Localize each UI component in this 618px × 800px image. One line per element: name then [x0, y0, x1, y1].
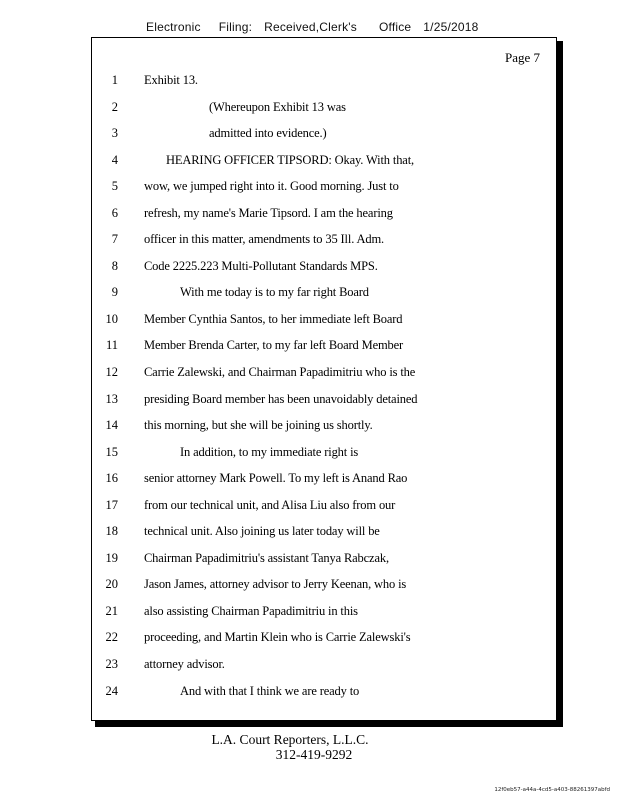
transcript-line: [92, 147, 556, 174]
line-number: 24: [105, 683, 118, 698]
stamp-word-electronic: Electronic: [146, 20, 201, 34]
line-text: Member Brenda Carter, to my far left Board Member: [144, 338, 404, 353]
stamp-word-office: Office: [378, 20, 412, 34]
line-number: 23: [105, 657, 118, 672]
transcript-page: [91, 37, 557, 721]
line-text: Carrie Zalewski, and Chairman Papadimitriu who is the: [144, 365, 416, 380]
line-number: 17: [105, 497, 118, 512]
line-number: 5: [111, 179, 118, 194]
transcript-line: [92, 651, 556, 678]
line-number: 9: [111, 285, 118, 300]
transcript-line: [92, 678, 556, 705]
court-reporter-name: L.A. Court Reporters, L.L.C.: [211, 732, 369, 747]
transcript-line: [92, 359, 556, 386]
line-number: 20: [105, 577, 118, 592]
line-text: HEARING OFFICER TIPSORD: Okay. With that,: [166, 152, 414, 167]
line-number: 18: [105, 524, 118, 539]
transcript-line: [92, 120, 556, 147]
line-number: 10: [105, 311, 118, 326]
line-number: 11: [105, 338, 118, 353]
line-number: 2: [111, 99, 118, 114]
line-text: this morning, but she will be joining us shortly.: [144, 418, 373, 433]
line-number: 4: [111, 152, 118, 167]
line-text: In addition, to my immediate right is: [180, 444, 359, 459]
line-number: 19: [105, 550, 118, 565]
line-text: (Whereupon Exhibit 13 was: [209, 99, 346, 114]
line-text: With me today is to my far right Board: [180, 285, 369, 300]
transcript-line: [92, 545, 556, 572]
transcript-line: [92, 518, 556, 545]
transcript-line: [92, 412, 556, 439]
line-text: attorney advisor.: [144, 657, 225, 672]
transcript-line: [92, 200, 556, 227]
line-number: 6: [111, 205, 118, 220]
transcript-line: [92, 173, 556, 200]
line-text: wow, we jumped right into it. Good morning. Just to: [144, 179, 399, 194]
line-text: refresh, my name's Marie Tipsord. I am the hearing: [144, 205, 393, 220]
line-number: 7: [111, 232, 118, 247]
transcript-line: [92, 306, 556, 333]
line-number: 13: [105, 391, 118, 406]
court-reporter-phone: 312-419-9292: [275, 747, 353, 762]
line-text: Member Cynthia Santos, to her immediate left Board: [144, 311, 403, 326]
line-number: 3: [111, 126, 118, 141]
line-number: 16: [105, 471, 118, 486]
line-text: admitted into evidence.): [209, 126, 327, 141]
line-text: proceeding, and Martin Klein who is Carrie Zalewski's: [144, 630, 411, 645]
line-text: also assisting Chairman Papadimitriu in this: [144, 603, 358, 618]
line-text: technical unit. Also joining us later today will be: [144, 524, 380, 539]
document-id: 12f0eb57-a44a-4cd5-a403-88261397abfd: [494, 787, 610, 793]
stamp-word-filing: Filing:: [218, 20, 253, 34]
transcript-line: [92, 598, 556, 625]
stamp-word-received: Received,Clerk's: [264, 20, 357, 34]
line-text: Jason James, attorney advisor to Jerry Keenan, who is: [144, 577, 407, 592]
line-number: 1: [111, 73, 118, 87]
line-text: senior attorney Mark Powell. To my left is Anand Rao: [144, 471, 408, 486]
transcript-line: [92, 492, 556, 519]
transcript-line: [92, 571, 556, 598]
line-number: 15: [105, 444, 118, 459]
transcript-line: [92, 253, 556, 280]
line-text: And with that I think we are ready to: [180, 683, 360, 698]
transcript-line: [92, 624, 556, 651]
transcript-line: [92, 332, 556, 359]
line-text: Exhibit 13.: [144, 73, 198, 87]
line-number: 8: [111, 258, 118, 273]
line-number: 12: [105, 365, 118, 380]
line-text: Code 2225.223 Multi-Pollutant Standards MPS.: [144, 258, 378, 273]
transcript-line: [92, 279, 556, 306]
line-number: 14: [105, 418, 118, 433]
stamp-date: 1/25/2018: [423, 20, 479, 34]
line-number: 21: [105, 603, 118, 618]
transcript-line: [92, 386, 556, 413]
transcript-line: [92, 226, 556, 253]
transcript-line: [92, 439, 556, 466]
transcript-line: [92, 465, 556, 492]
transcript-line: [92, 94, 556, 121]
line-text: presiding Board member has been unavoidably detained: [144, 391, 418, 406]
line-text: from our technical unit, and Alisa Liu also from our: [144, 497, 396, 512]
transcript-line: [92, 67, 556, 94]
line-number: 22: [105, 630, 118, 645]
electronic-filing-stamp: [146, 20, 478, 34]
line-text: Chairman Papadimitriu's assistant Tanya Rabczak,: [144, 550, 389, 565]
transcript-lines: [92, 67, 556, 704]
line-text: officer in this matter, amendments to 35 Ill. Adm.: [144, 232, 384, 247]
page-number: Page 7: [504, 50, 540, 65]
